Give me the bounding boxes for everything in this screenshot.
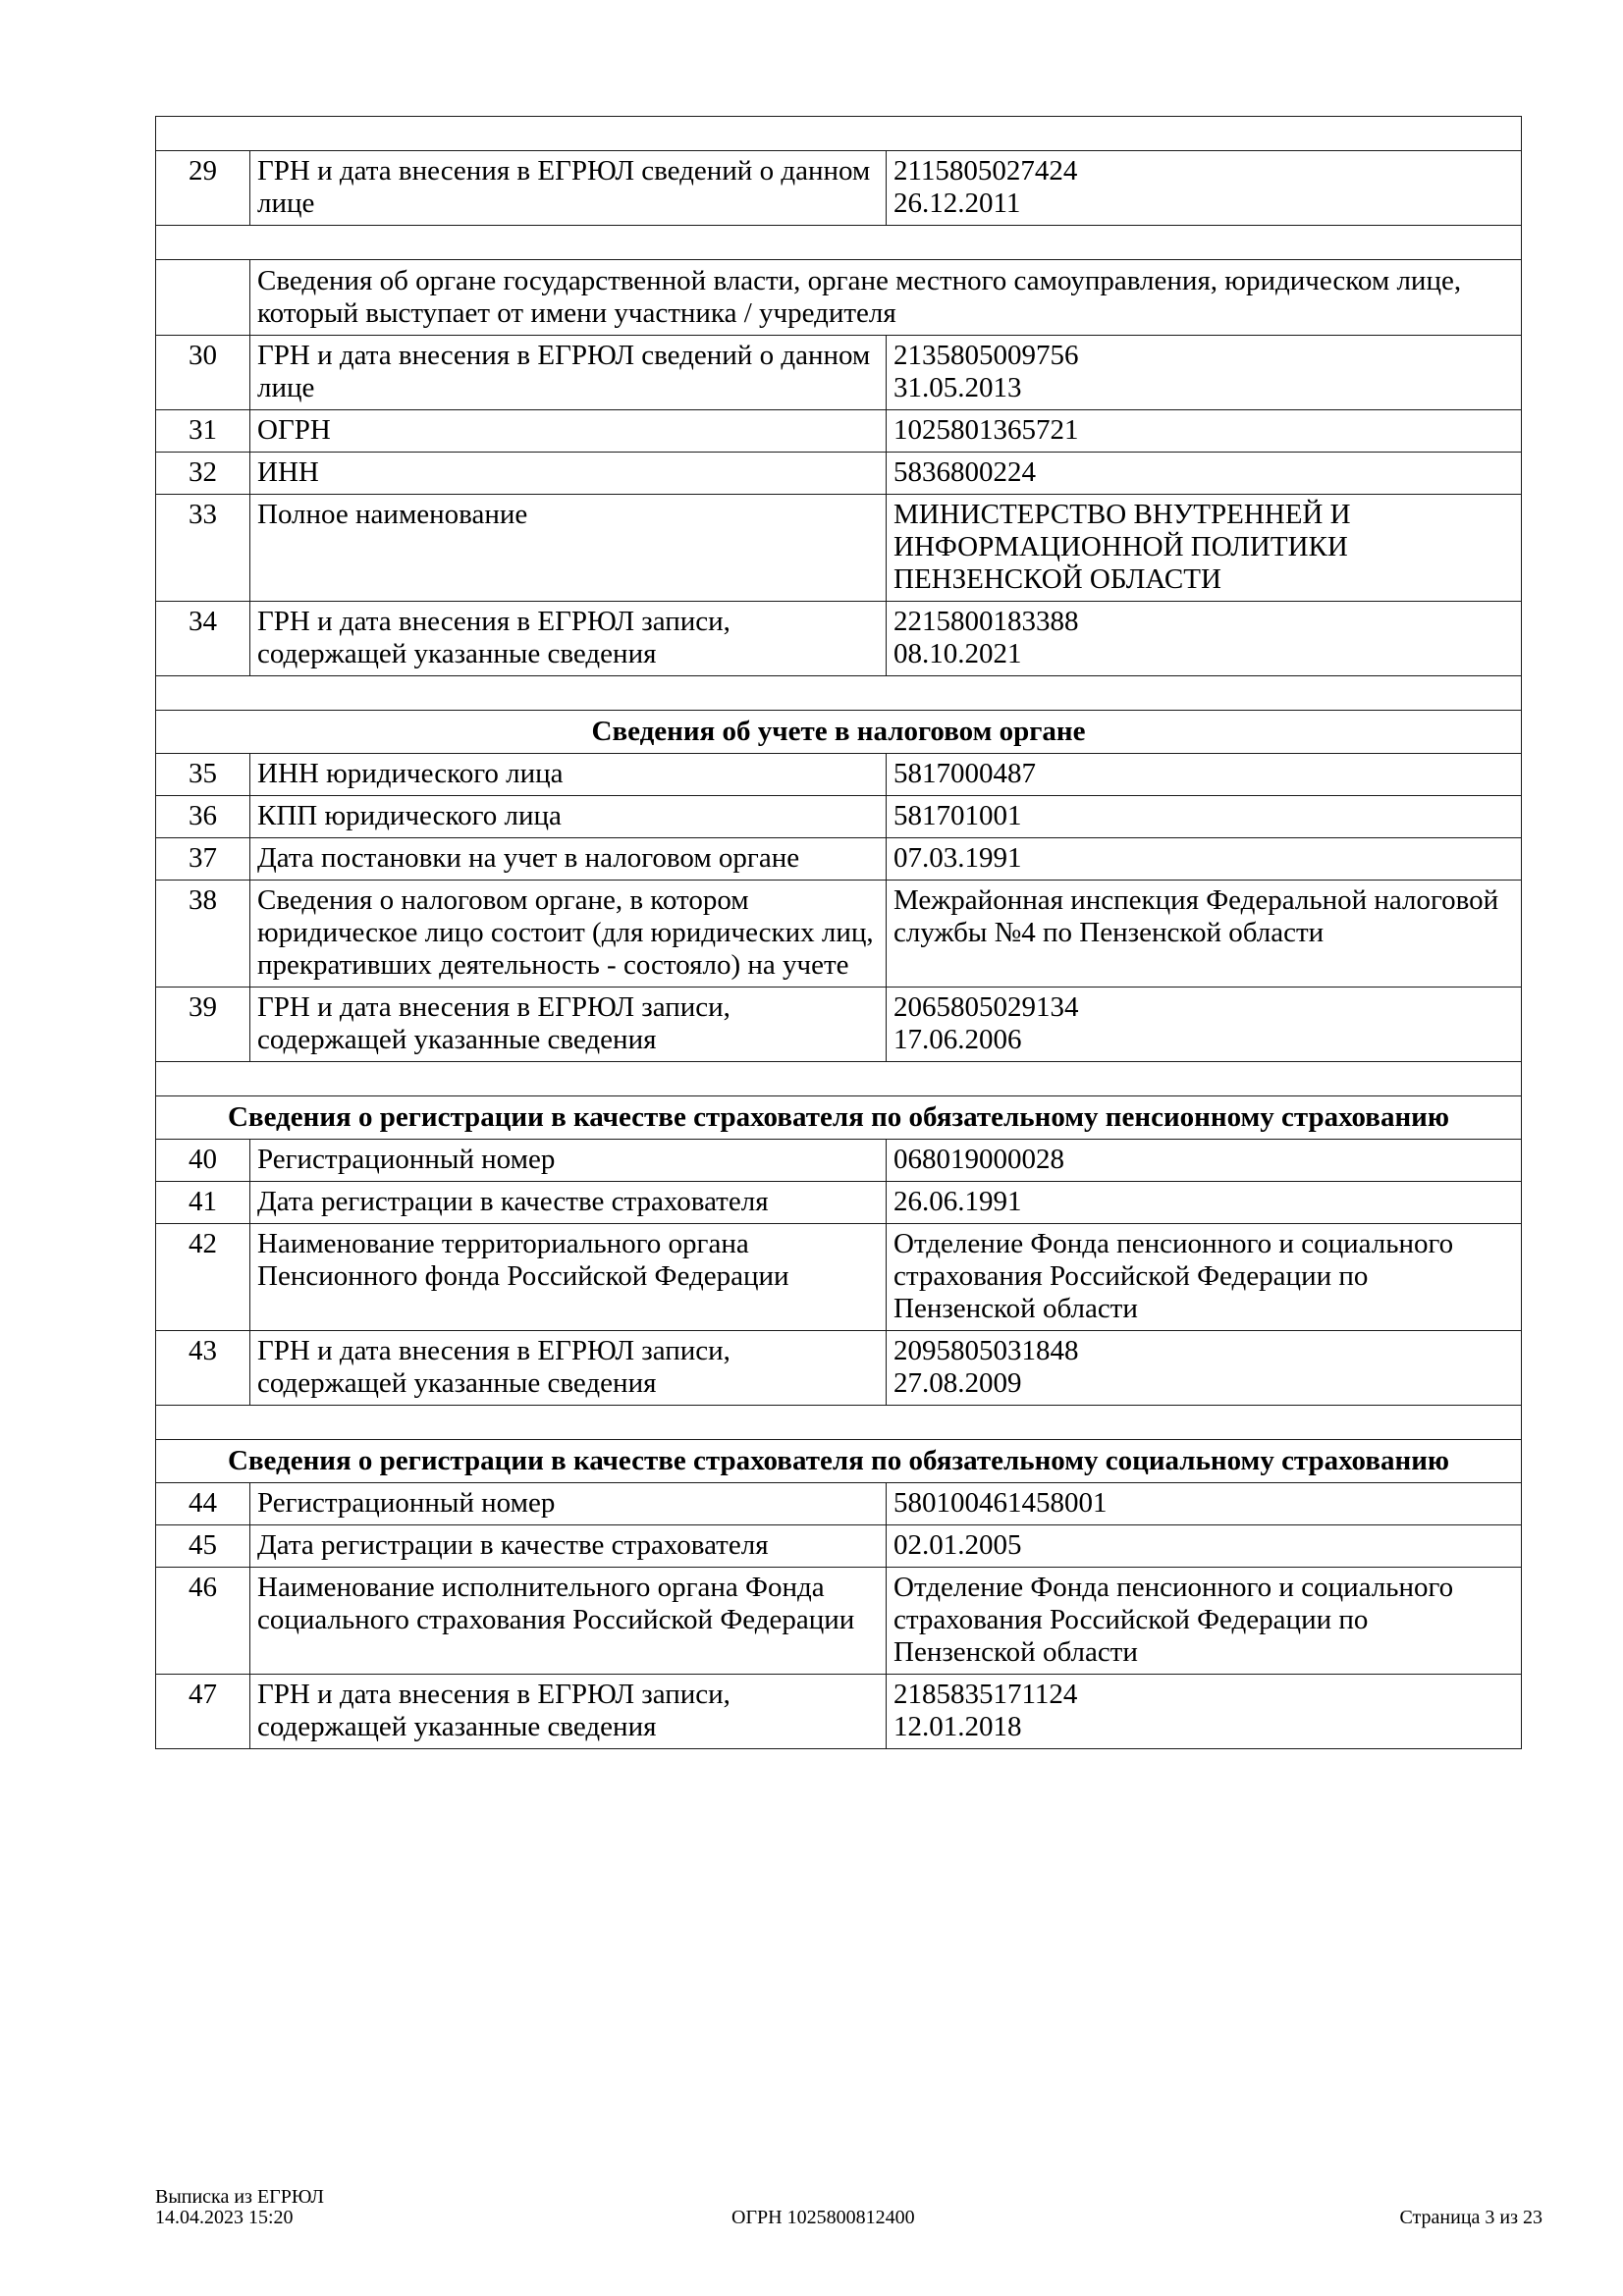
section-title: Сведения о регистрации в качестве страхователя по обязательному пенсионному страхованию	[156, 1096, 1522, 1140]
row-number: 32	[156, 453, 250, 495]
field-label: ИНН юридического лица	[250, 754, 887, 796]
field-value: 2185835171124 12.01.2018	[887, 1675, 1522, 1749]
field-label: ГРН и дата внесения в ЕГРЮЛ записи, содержащей указанные сведения	[250, 602, 887, 676]
field-value: 2135805009756 31.05.2013	[887, 336, 1522, 410]
footer-left	[155, 2187, 324, 2228]
field-value: Межрайонная инспекция Федеральной налоговой службы №4 по Пензенской области	[887, 881, 1522, 988]
row-number: 39	[156, 988, 250, 1062]
section-header-row	[156, 1440, 1522, 1483]
spacer-cell	[156, 1406, 1522, 1440]
field-value: 2095805031848 27.08.2009	[887, 1331, 1522, 1406]
row-number: 44	[156, 1483, 250, 1525]
section-header-row	[156, 1096, 1522, 1140]
spacer-row	[156, 1062, 1522, 1096]
field-value: 1025801365721	[887, 410, 1522, 453]
field-value: 26.06.1991	[887, 1182, 1522, 1224]
row-number: 36	[156, 796, 250, 838]
field-value: 07.03.1991	[887, 838, 1522, 881]
table-row	[156, 602, 1522, 676]
row-number: 33	[156, 495, 250, 602]
field-label: Наименование исполнительного органа Фонда социального страхования Российской Федерации	[250, 1568, 887, 1675]
table-row	[156, 754, 1522, 796]
footer-ogrn: ОГРН 1025800812400	[731, 2207, 915, 2228]
row-number: 43	[156, 1331, 250, 1406]
row-number: 40	[156, 1140, 250, 1182]
footer-page-number: Страница 3 из 23	[1399, 2207, 1542, 2228]
row-number: 30	[156, 336, 250, 410]
row-number: 38	[156, 881, 250, 988]
table-row	[156, 988, 1522, 1062]
field-value: 2115805027424 26.12.2011	[887, 151, 1522, 226]
spacer-row	[156, 676, 1522, 711]
table-row	[156, 410, 1522, 453]
table-row	[156, 495, 1522, 602]
section-header-row	[156, 711, 1522, 754]
row-number: 46	[156, 1568, 250, 1675]
footer-datetime: 14.04.2023 15:20	[155, 2207, 294, 2228]
table-row	[156, 1182, 1522, 1224]
row-number: 29	[156, 151, 250, 226]
spacer-row	[156, 226, 1522, 260]
spacer-row	[156, 117, 1522, 151]
field-label: ОГРН	[250, 410, 887, 453]
row-number: 45	[156, 1525, 250, 1568]
row-number: 34	[156, 602, 250, 676]
field-value: 068019000028	[887, 1140, 1522, 1182]
table-row	[156, 1675, 1522, 1749]
field-label: Регистрационный номер	[250, 1140, 887, 1182]
field-value: 2215800183388 08.10.2021	[887, 602, 1522, 676]
field-value: 581701001	[887, 796, 1522, 838]
field-value: Отделение Фонда пенсионного и социального страхования Российской Федерации по Пензенской области	[887, 1224, 1522, 1331]
row-number: 47	[156, 1675, 250, 1749]
subheader-label: Сведения об органе государственной власти, органе местного самоуправления, юридическом лице, который выступает от имени участника / учредителя	[250, 260, 1522, 336]
field-label: КПП юридического лица	[250, 796, 887, 838]
egrul-extract-table	[155, 116, 1522, 1749]
table-body	[156, 117, 1522, 1749]
table-row	[156, 838, 1522, 881]
spacer-row	[156, 1406, 1522, 1440]
table-row	[156, 1331, 1522, 1406]
field-label: ГРН и дата внесения в ЕГРЮЛ записи, содержащей указанные сведения	[250, 1675, 887, 1749]
spacer-cell	[156, 676, 1522, 711]
table-row	[156, 1140, 1522, 1182]
table-row	[156, 336, 1522, 410]
row-number-cell	[156, 260, 250, 336]
section-title: Сведения о регистрации в качестве страхователя по обязательному социальному страхованию	[156, 1440, 1522, 1483]
field-label: ГРН и дата внесения в ЕГРЮЛ записи, содержащей указанные сведения	[250, 1331, 887, 1406]
field-label: ГРН и дата внесения в ЕГРЮЛ записи, содержащей указанные сведения	[250, 988, 887, 1062]
field-label: Дата постановки на учет в налоговом органе	[250, 838, 887, 881]
table-row	[156, 151, 1522, 226]
field-value: Отделение Фонда пенсионного и социального страхования Российской Федерации по Пензенской области	[887, 1568, 1522, 1675]
field-label: Дата регистрации в качестве страхователя	[250, 1182, 887, 1224]
field-label: ИНН	[250, 453, 887, 495]
field-value: 02.01.2005	[887, 1525, 1522, 1568]
field-value: МИНИСТЕРСТВО ВНУТРЕННЕЙ И ИНФОРМАЦИОННОЙ ПОЛИТИКИ ПЕНЗЕНСКОЙ ОБЛАСТИ	[887, 495, 1522, 602]
field-label: Регистрационный номер	[250, 1483, 887, 1525]
row-number: 37	[156, 838, 250, 881]
row-number: 41	[156, 1182, 250, 1224]
table-row	[156, 1224, 1522, 1331]
table-row	[156, 1525, 1522, 1568]
field-value: 5817000487	[887, 754, 1522, 796]
field-label: ГРН и дата внесения в ЕГРЮЛ сведений о данном лице	[250, 151, 887, 226]
row-number: 42	[156, 1224, 250, 1331]
section-title: Сведения об учете в налоговом органе	[156, 711, 1522, 754]
field-value: 2065805029134 17.06.2006	[887, 988, 1522, 1062]
subheader-row	[156, 260, 1522, 336]
field-label: Полное наименование	[250, 495, 887, 602]
field-label: ГРН и дата внесения в ЕГРЮЛ сведений о данном лице	[250, 336, 887, 410]
table-row	[156, 453, 1522, 495]
spacer-cell	[156, 1062, 1522, 1096]
row-number: 35	[156, 754, 250, 796]
row-number: 31	[156, 410, 250, 453]
table-row	[156, 796, 1522, 838]
spacer-cell	[156, 117, 1522, 151]
table-row	[156, 1483, 1522, 1525]
footer-doc-title: Выписка из ЕГРЮЛ	[155, 2186, 324, 2208]
field-value: 580100461458001	[887, 1483, 1522, 1525]
spacer-cell	[156, 226, 1522, 260]
field-label: Наименование территориального органа Пенсионного фонда Российской Федерации	[250, 1224, 887, 1331]
table-row	[156, 1568, 1522, 1675]
field-value: 5836800224	[887, 453, 1522, 495]
field-label: Дата регистрации в качестве страхователя	[250, 1525, 887, 1568]
field-label: Сведения о налоговом органе, в котором юридическое лицо состоит (для юридических лиц, прекративших деятельность - состояло) на учете	[250, 881, 887, 988]
table-row	[156, 881, 1522, 988]
